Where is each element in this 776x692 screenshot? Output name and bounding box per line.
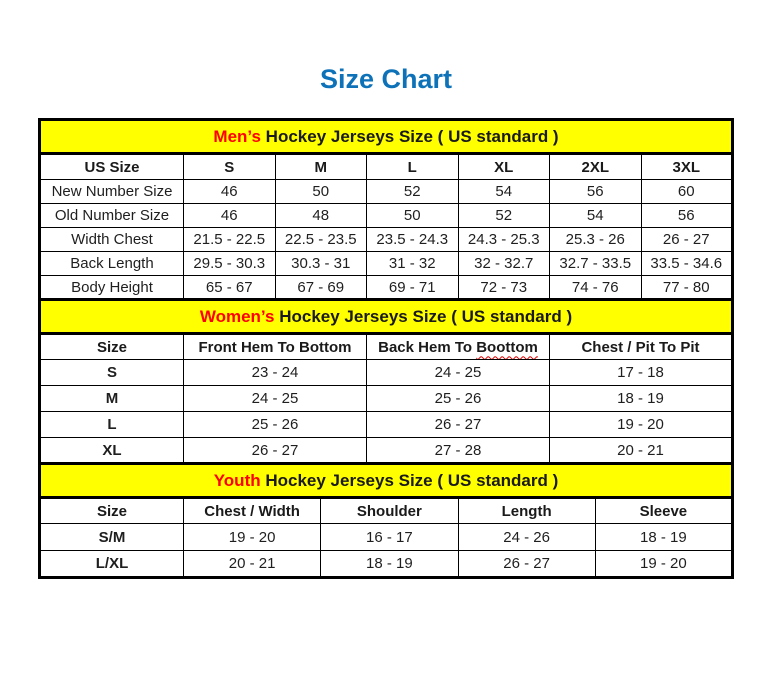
table-cell: 23.5 - 24.3 (367, 228, 459, 252)
table-cell: 25.3 - 26 (550, 228, 642, 252)
row-label: Old Number Size (40, 204, 184, 228)
section-heading-rest: Hockey Jerseys Size ( US standard ) (260, 126, 559, 146)
table-cell: 32.7 - 33.5 (550, 252, 642, 276)
table-cell: 30.3 - 31 (275, 252, 367, 276)
table-cell: 26 - 27 (184, 438, 367, 464)
section-heading-rest: Hockey Jerseys Size ( US standard ) (260, 470, 559, 490)
misspelled-word: Boottom (476, 338, 538, 356)
table-cell: 60 (641, 180, 733, 204)
youth-header-row (40, 498, 733, 524)
table-cell: 16 - 17 (321, 524, 458, 551)
table-row (40, 386, 733, 412)
table-row (40, 438, 733, 464)
column-header: Chest / Pit To Pit (550, 334, 733, 360)
row-label: L (40, 412, 184, 438)
table-cell: 19 - 20 (550, 412, 733, 438)
table-cell: 33.5 - 34.6 (641, 252, 733, 276)
table-cell: 48 (275, 204, 367, 228)
table-cell: 27 - 28 (367, 438, 550, 464)
section-heading-highlight: Women’s (199, 306, 275, 326)
table-cell: 21.5 - 22.5 (184, 228, 276, 252)
column-header: L (367, 154, 459, 180)
table-row (40, 252, 733, 276)
row-label: Back Length (40, 252, 184, 276)
mens-size-table (38, 118, 734, 301)
table-row (40, 204, 733, 228)
mens-header-row (40, 154, 733, 180)
column-header: US Size (40, 154, 184, 180)
row-label: S/M (40, 524, 184, 551)
table-cell: 52 (458, 204, 550, 228)
table-cell: 54 (550, 204, 642, 228)
column-header: Front Hem To Bottom (184, 334, 367, 360)
table-cell: 77 - 80 (641, 276, 733, 300)
column-header: M (275, 154, 367, 180)
table-cell: 29.5 - 30.3 (184, 252, 276, 276)
table-cell: 69 - 71 (367, 276, 459, 300)
youth-section-heading (40, 464, 733, 498)
column-header: S (184, 154, 276, 180)
table-row (40, 180, 733, 204)
row-label: Width Chest (40, 228, 184, 252)
table-cell: 25 - 26 (367, 386, 550, 412)
table-cell: 24.3 - 25.3 (458, 228, 550, 252)
youth-band-row (40, 464, 733, 498)
table-row (40, 524, 733, 551)
table-cell: 18 - 19 (550, 386, 733, 412)
table-cell: 52 (367, 180, 459, 204)
row-label: New Number Size (40, 180, 184, 204)
table-row (40, 551, 733, 578)
column-header: Chest / Width (184, 498, 321, 524)
column-header: Size (40, 498, 184, 524)
womens-size-table (38, 298, 734, 465)
table-cell: 56 (550, 180, 642, 204)
table-cell: 20 - 21 (550, 438, 733, 464)
row-label: S (40, 360, 184, 386)
column-header: Back Hem To Boottom (367, 334, 550, 360)
table-cell: 26 - 27 (458, 551, 595, 578)
section-heading-highlight: Youth (213, 470, 261, 490)
table-row (40, 360, 733, 386)
column-header: Size (40, 334, 184, 360)
table-cell: 24 - 26 (458, 524, 595, 551)
table-cell: 18 - 19 (595, 524, 732, 551)
section-heading-highlight: Men’s (213, 126, 261, 146)
mens-section-heading (40, 120, 733, 154)
table-cell: 25 - 26 (184, 412, 367, 438)
table-row (40, 412, 733, 438)
womens-section-heading (40, 300, 733, 334)
table-cell: 26 - 27 (367, 412, 550, 438)
page-title: Size Chart (319, 64, 453, 94)
column-header: 2XL (550, 154, 642, 180)
table-cell: 24 - 25 (367, 360, 550, 386)
row-label: M (40, 386, 184, 412)
table-cell: 46 (184, 204, 276, 228)
table-cell: 17 - 18 (550, 360, 733, 386)
table-cell: 56 (641, 204, 733, 228)
table-cell: 23 - 24 (184, 360, 367, 386)
table-row (40, 228, 733, 252)
table-cell: 19 - 20 (184, 524, 321, 551)
table-cell: 32 - 32.7 (458, 252, 550, 276)
mens-band-row (40, 120, 733, 154)
table-cell: 20 - 21 (184, 551, 321, 578)
table-cell: 65 - 67 (184, 276, 276, 300)
table-cell: 67 - 69 (275, 276, 367, 300)
column-header: XL (458, 154, 550, 180)
row-label: L/XL (40, 551, 184, 578)
row-label: Body Height (40, 276, 184, 300)
table-cell: 24 - 25 (184, 386, 367, 412)
table-cell: 72 - 73 (458, 276, 550, 300)
table-cell: 26 - 27 (641, 228, 733, 252)
table-cell: 74 - 76 (550, 276, 642, 300)
column-header: Sleeve (595, 498, 732, 524)
row-label: XL (40, 438, 184, 464)
size-tables (38, 118, 734, 579)
table-cell: 18 - 19 (321, 551, 458, 578)
womens-header-row (40, 334, 733, 360)
table-cell: 31 - 32 (367, 252, 459, 276)
column-header: Shoulder (321, 498, 458, 524)
youth-size-table (38, 462, 734, 579)
table-cell: 46 (184, 180, 276, 204)
table-cell: 54 (458, 180, 550, 204)
table-cell: 50 (275, 180, 367, 204)
column-header: Length (458, 498, 595, 524)
table-cell: 19 - 20 (595, 551, 732, 578)
table-cell: 50 (367, 204, 459, 228)
womens-band-row (40, 300, 733, 334)
column-header: 3XL (641, 154, 733, 180)
section-heading-rest: Hockey Jerseys Size ( US standard ) (274, 306, 573, 326)
table-cell: 22.5 - 23.5 (275, 228, 367, 252)
table-row (40, 276, 733, 300)
